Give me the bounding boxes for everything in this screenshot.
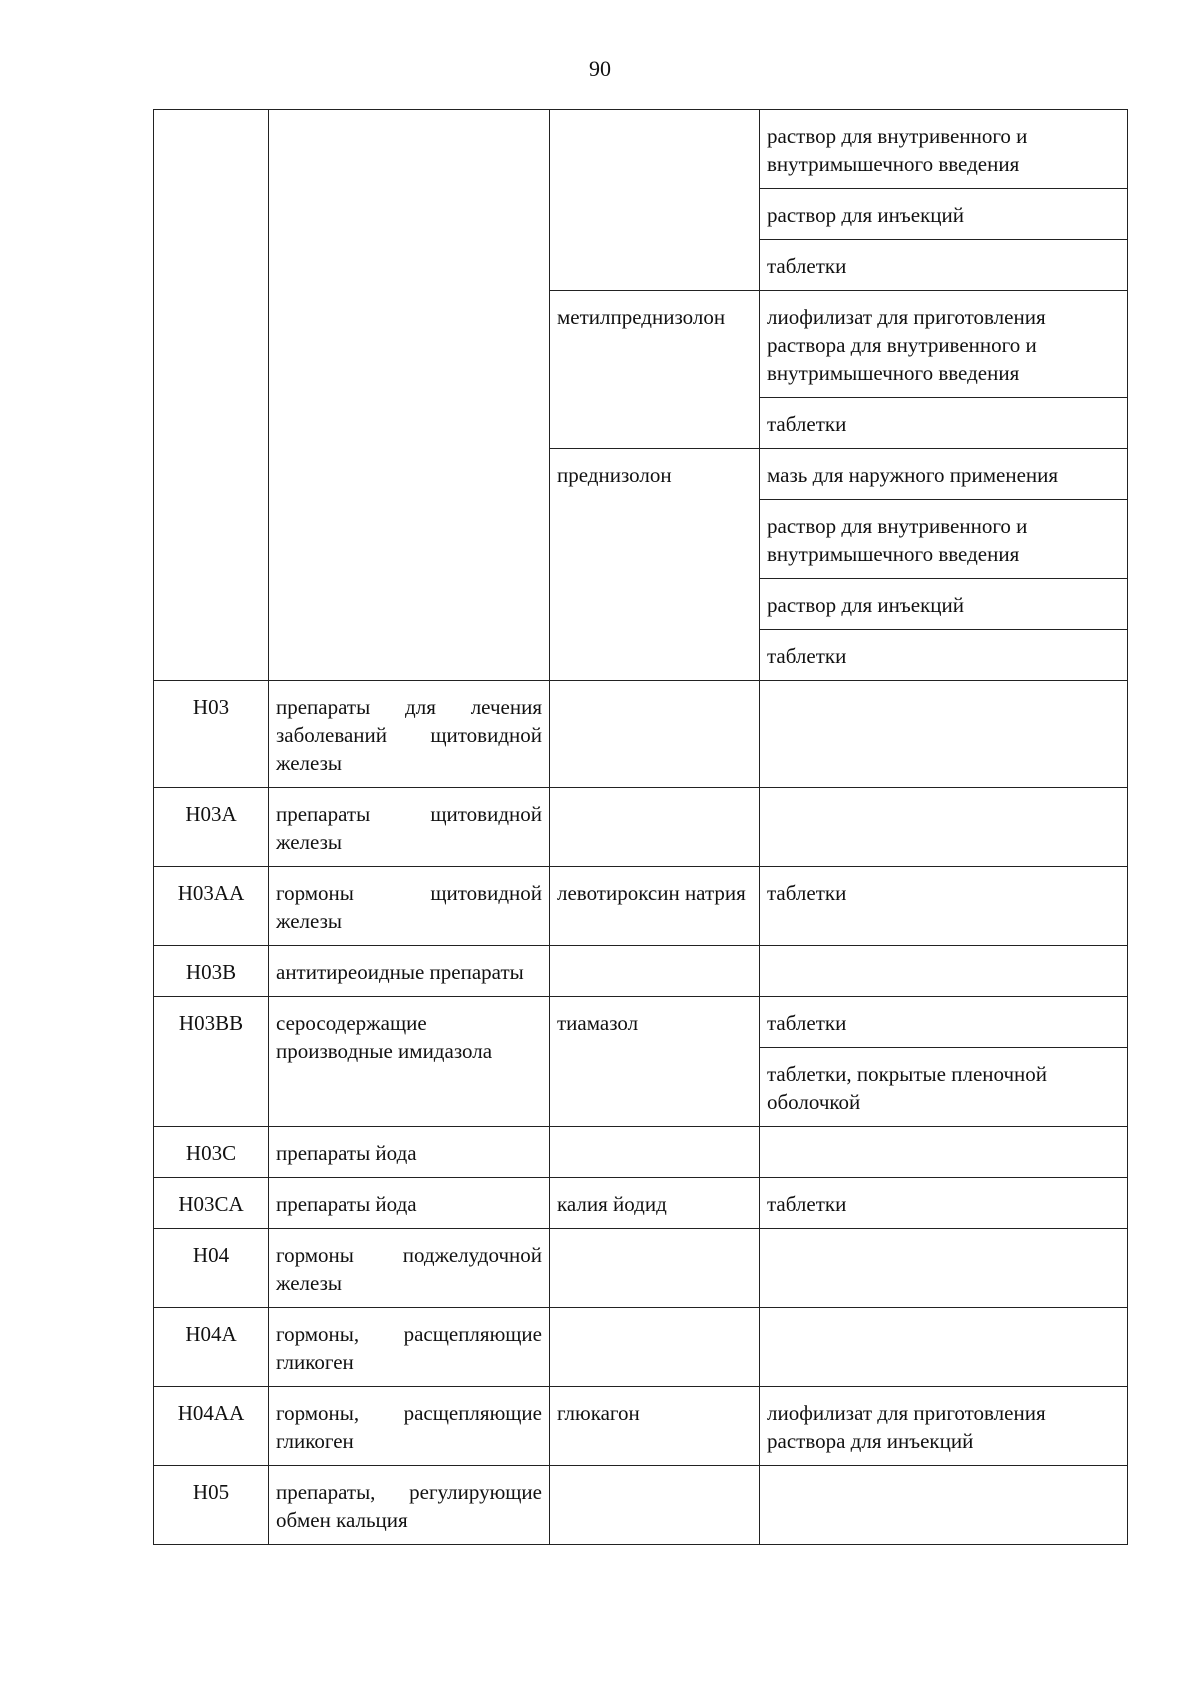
substance-cell — [550, 1229, 760, 1308]
atc-code-cell: H04A — [154, 1308, 269, 1387]
table-row — [154, 110, 1128, 189]
dosage-form-cell: раствор для инъекций — [760, 579, 1128, 630]
substance-cell — [550, 1466, 760, 1545]
atc-code-cell: H03A — [154, 788, 269, 867]
group-cell: гормоны поджелудочной железы — [269, 1229, 550, 1308]
dosage-form-cell: таблетки — [760, 240, 1128, 291]
substance-cell — [550, 1127, 760, 1178]
dosage-form-cell — [760, 1229, 1128, 1308]
dosage-form-cell — [760, 1308, 1128, 1387]
dosage-form-cell: раствор для внутривенного и внутримышечного введения — [760, 500, 1128, 579]
atc-code-cell: H03BB — [154, 997, 269, 1127]
atc-code-cell: H03C — [154, 1127, 269, 1178]
table-row — [154, 1387, 1128, 1466]
dosage-form-cell — [760, 788, 1128, 867]
dosage-form-cell: таблетки, покрытые пленочной оболочкой — [760, 1048, 1128, 1127]
group-cell: препараты, регулирующие обмен кальция — [269, 1466, 550, 1545]
atc-code-cell: H03B — [154, 946, 269, 997]
atc-code-cell: H04 — [154, 1229, 269, 1308]
dosage-form-cell: таблетки — [760, 630, 1128, 681]
table-row — [154, 1229, 1128, 1308]
dosage-form-cell — [760, 681, 1128, 788]
group-cell: гормоны, расщепляющие гликоген — [269, 1387, 550, 1466]
dosage-form-cell: лиофилизат для приготовления раствора для инъекций — [760, 1387, 1128, 1466]
dosage-form-cell: раствор для внутривенного и внутримышечного введения — [760, 110, 1128, 189]
substance-cell — [550, 788, 760, 867]
page-number: 90 — [589, 56, 611, 81]
dosage-form-cell: таблетки — [760, 1178, 1128, 1229]
table-row — [154, 788, 1128, 867]
group-cell: антитиреоидные препараты — [269, 946, 550, 997]
atc-code-cell: H03 — [154, 681, 269, 788]
group-cell: гормоны, расщепляющие гликоген — [269, 1308, 550, 1387]
code-cell — [154, 110, 269, 681]
substance-cell: преднизолон — [550, 449, 760, 681]
table-row — [154, 681, 1128, 788]
group-cell: препараты щитовидной железы — [269, 788, 550, 867]
atc-code-cell: H03AA — [154, 867, 269, 946]
dosage-form-cell: таблетки — [760, 997, 1128, 1048]
group-cell: препараты йода — [269, 1178, 550, 1229]
table-row — [154, 946, 1128, 997]
group-cell: серосодержащие производные имидазола — [269, 997, 550, 1127]
table-row — [154, 1466, 1128, 1545]
substance-cell — [550, 1308, 760, 1387]
group-cell: гормоны щитовидной железы — [269, 867, 550, 946]
atc-code-cell: H03CA — [154, 1178, 269, 1229]
group-cell — [269, 110, 550, 681]
dosage-form-cell: таблетки — [760, 398, 1128, 449]
table-row — [154, 1178, 1128, 1229]
atc-code-cell: H05 — [154, 1466, 269, 1545]
dosage-form-cell: раствор для инъекций — [760, 189, 1128, 240]
table-row — [154, 997, 1128, 1048]
substance-cell: калия йодид — [550, 1178, 760, 1229]
group-cell: препараты для лечения заболеваний щитовидной железы — [269, 681, 550, 788]
table-row — [154, 867, 1128, 946]
atc-code-cell: H04AA — [154, 1387, 269, 1466]
substance-cell: глюкагон — [550, 1387, 760, 1466]
table-row — [154, 1308, 1128, 1387]
substance-cell — [550, 681, 760, 788]
substance-cell — [550, 110, 760, 291]
dosage-form-cell: мазь для наружного применения — [760, 449, 1128, 500]
table-row — [154, 1127, 1128, 1178]
dosage-form-cell: таблетки — [760, 867, 1128, 946]
group-cell: препараты йода — [269, 1127, 550, 1178]
dosage-form-cell — [760, 1127, 1128, 1178]
substance-cell: левотироксин натрия — [550, 867, 760, 946]
drug-list-table — [153, 109, 1128, 1545]
substance-cell: метилпреднизолон — [550, 291, 760, 449]
dosage-form-cell: лиофилизат для приготовления раствора для внутривенного и внутримышечного введения — [760, 291, 1128, 398]
substance-cell — [550, 946, 760, 997]
substance-cell: тиамазол — [550, 997, 760, 1127]
dosage-form-cell — [760, 1466, 1128, 1545]
dosage-form-cell — [760, 946, 1128, 997]
